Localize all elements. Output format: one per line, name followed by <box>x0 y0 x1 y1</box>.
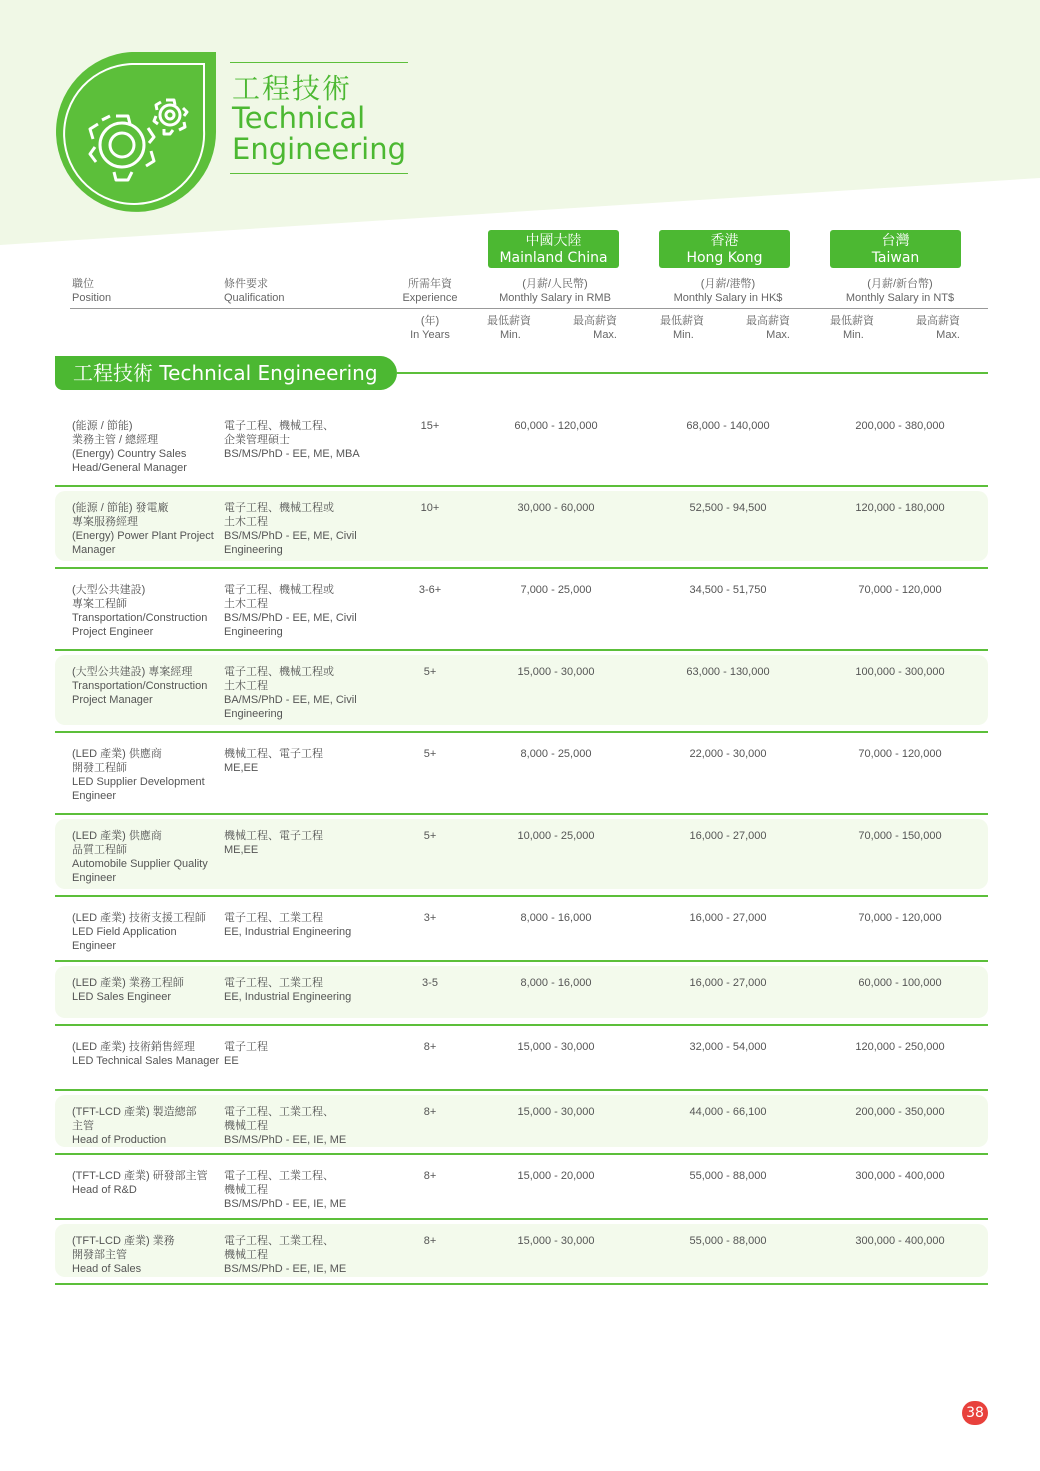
col-header-experience <box>395 277 465 305</box>
tw-min-cn: 最低薪資 <box>830 315 874 327</box>
col-qualification-en: Qualification <box>224 292 285 304</box>
tw-unit-en: Monthly Salary in NT$ <box>845 292 955 304</box>
position-line: (能源 / 節能) <box>72 420 133 432</box>
tw-min-en: Min. <box>843 329 864 341</box>
salary-tw-cell: 120,000 - 180,000 <box>855 502 945 514</box>
position-line: 專案工程師 <box>72 598 127 610</box>
cn-unit-en: Monthly Salary in RMB <box>499 292 611 304</box>
qualification-line: 機械工程 <box>224 1184 268 1196</box>
position-line: Manager <box>72 544 116 556</box>
position-line: (大型公共建設) <box>72 584 146 596</box>
position-cell <box>72 1105 222 1147</box>
qualification-line: Engineering <box>224 626 283 638</box>
salary-cn-cell: 15,000 - 20,000 <box>517 1170 595 1182</box>
qualification-cell <box>224 1040 374 1068</box>
table-row <box>55 1155 988 1220</box>
col-header-hk-unit <box>653 277 803 305</box>
qualification-line: 電子工程、工業工程、 <box>224 1106 334 1118</box>
salary-hk-cell: 16,000 - 27,000 <box>689 830 767 842</box>
table-row <box>55 1220 988 1285</box>
hk-unit-cn: (月薪/港幣) <box>700 278 756 290</box>
qualification-line: Engineering <box>224 544 283 556</box>
experience-cell: 5+ <box>423 666 437 678</box>
table-row <box>55 569 988 651</box>
col-header-cn-unit <box>480 277 630 305</box>
salary-cn-cell: 15,000 - 30,000 <box>517 666 595 678</box>
position-cell <box>72 583 222 639</box>
table-row <box>55 651 988 733</box>
region-tw-name-en: Taiwan <box>871 250 920 266</box>
qualification-cell <box>224 1105 374 1147</box>
position-line: (LED 產業) 供應商 <box>72 748 162 760</box>
position-line: (LED 產業) 技術支援工程師 <box>72 912 206 924</box>
qualification-line: ME,EE <box>224 762 259 774</box>
table-row <box>55 897 988 962</box>
salary-tw-cell: 100,000 - 300,000 <box>855 666 945 678</box>
salary-hk-cell: 63,000 - 130,000 <box>686 666 770 678</box>
salary-hk-cell: 32,000 - 54,000 <box>689 1041 767 1053</box>
cn-max-cn: 最高薪資 <box>573 315 617 327</box>
region-hk-name: 香港 <box>710 233 739 249</box>
qualification-cell <box>224 665 374 721</box>
experience-cell: 3-5 <box>422 977 438 989</box>
page-title-cn: 工程技術 <box>232 72 353 105</box>
hk-min-en: Min. <box>673 329 694 341</box>
salary-cn-cell: 10,000 - 25,000 <box>517 830 595 842</box>
section-divider <box>397 372 988 374</box>
col-header-qualification <box>224 277 285 305</box>
salary-cn-cell: 15,000 - 30,000 <box>517 1106 595 1118</box>
experience-cell: 15+ <box>420 420 440 432</box>
tw-min-header <box>830 314 874 342</box>
position-cell <box>72 829 222 885</box>
qualification-line: 機械工程、電子工程 <box>224 830 323 842</box>
position-line: 開發工程師 <box>72 762 127 774</box>
salary-tw-cell: 70,000 - 120,000 <box>858 584 942 596</box>
col-header-years <box>395 314 465 342</box>
salary-tw-cell: 60,000 - 100,000 <box>858 977 942 989</box>
position-line: 開發部主管 <box>72 1249 127 1261</box>
position-line: (TFT-LCD 產業) 業務 <box>72 1235 175 1247</box>
region-badge-tw <box>830 230 961 268</box>
position-line: Transportation/Construction <box>72 680 208 692</box>
qualification-line: BS/MS/PhD - EE, IE, ME <box>224 1198 347 1210</box>
position-line: LED Field Application Engineer <box>72 926 177 952</box>
page-title-en-line1: Technical <box>232 101 366 135</box>
qualification-cell <box>224 1169 374 1211</box>
salary-hk-cell: 16,000 - 27,000 <box>689 977 767 989</box>
qualification-line: 電子工程、工業工程、 <box>224 1170 334 1182</box>
region-cn-name-en: Mainland China <box>499 250 608 266</box>
position-line: (TFT-LCD 產業) 研發部主管 <box>72 1170 208 1182</box>
hk-max-header <box>746 314 790 342</box>
col-header-tw-unit <box>825 277 975 305</box>
salary-hk-cell: 55,000 - 88,000 <box>689 1235 767 1247</box>
region-badge-hk <box>659 230 790 268</box>
salary-tw-cell: 300,000 - 400,000 <box>855 1235 945 1247</box>
position-line: 專案服務經理 <box>72 516 138 528</box>
header-divider <box>70 308 988 309</box>
cn-min-header <box>487 314 531 342</box>
qualification-line: 機械工程 <box>224 1120 268 1132</box>
col-position-cn: 職位 <box>72 278 94 290</box>
experience-cell: 3-6+ <box>418 584 442 596</box>
qualification-cell <box>224 583 374 639</box>
qualification-line: EE, Industrial Engineering <box>224 926 352 938</box>
page-number: 38 <box>962 1401 988 1425</box>
position-line: (TFT-LCD 產業) 製造總部 <box>72 1106 197 1118</box>
experience-cell: 5+ <box>423 830 437 842</box>
region-tw-name: 台灣 <box>881 233 910 249</box>
position-line: Engineer <box>72 790 117 802</box>
hk-unit-en: Monthly Salary in HK$ <box>673 292 783 304</box>
col-experience-en: Experience <box>402 292 458 304</box>
qualification-line: BS/MS/PhD - EE, IE, ME <box>224 1263 347 1275</box>
qualification-line: 土木工程 <box>224 516 268 528</box>
position-cell <box>72 1169 222 1197</box>
qualification-cell <box>224 747 374 775</box>
table-row <box>55 962 988 1026</box>
experience-cell: 8+ <box>423 1041 437 1053</box>
position-cell <box>72 1040 222 1068</box>
position-line: (LED 產業) 供應商 <box>72 830 162 842</box>
salary-tw-cell: 70,000 - 150,000 <box>858 830 942 842</box>
position-line: Transportation/Construction <box>72 612 208 624</box>
salary-hk-cell: 34,500 - 51,750 <box>689 584 767 596</box>
page-title-en-line2: Engineering <box>232 132 406 166</box>
col-experience-cn: 所需年資 <box>408 278 452 290</box>
qualification-line: 電子工程、機械工程、 <box>224 420 334 432</box>
qualification-cell <box>224 911 374 939</box>
position-cell <box>72 419 222 475</box>
qualification-line: 電子工程 <box>224 1041 268 1053</box>
salary-tw-cell: 120,000 - 250,000 <box>855 1041 945 1053</box>
qualification-line: ME,EE <box>224 844 259 856</box>
position-line: (Energy) Power Plant Project <box>72 530 214 542</box>
position-line: Project Manager <box>72 694 153 706</box>
qualification-cell <box>224 1234 374 1276</box>
position-cell <box>72 911 222 953</box>
cn-max-en: Max. <box>593 329 617 341</box>
position-line: (LED 產業) 業務工程師 <box>72 977 184 989</box>
salary-tw-cell: 300,000 - 400,000 <box>855 1170 945 1182</box>
position-cell <box>72 665 222 707</box>
cn-min-cn: 最低薪資 <box>487 315 531 327</box>
col-years-en: In Years <box>410 329 450 341</box>
experience-cell: 8+ <box>423 1170 437 1182</box>
section-title: 工程技術 Technical Engineering <box>55 356 397 390</box>
qualification-line: 電子工程、機械工程或 <box>224 666 334 678</box>
hk-max-cn: 最高薪資 <box>746 315 790 327</box>
position-cell <box>72 501 222 557</box>
qualification-line: 電子工程、工業工程、 <box>224 1235 334 1247</box>
qualification-line: EE <box>224 1055 239 1067</box>
position-line: Head/General Manager <box>72 462 187 474</box>
hk-min-header <box>660 314 704 342</box>
salary-hk-cell: 44,000 - 66,100 <box>689 1106 767 1118</box>
qualification-line: 電子工程、機械工程或 <box>224 502 334 514</box>
table-row <box>55 815 988 897</box>
qualification-line: 土木工程 <box>224 680 268 692</box>
cn-max-header <box>573 314 617 342</box>
position-line: LED Supplier Development <box>72 776 205 788</box>
salary-cn-cell: 8,000 - 25,000 <box>520 748 592 760</box>
salary-tw-cell: 70,000 - 120,000 <box>858 748 942 760</box>
qualification-line: BS/MS/PhD - EE, ME, Civil <box>224 530 357 542</box>
table-row <box>55 1026 988 1091</box>
position-line: Head of Sales <box>72 1263 142 1275</box>
salary-cn-cell: 60,000 - 120,000 <box>514 420 598 432</box>
qualification-line: 企業管理碩士 <box>224 434 290 446</box>
region-hk-name-en: Hong Kong <box>686 250 763 266</box>
hk-min-cn: 最低薪資 <box>660 315 704 327</box>
experience-cell: 10+ <box>420 502 440 514</box>
position-line: LED Technical Sales Manager <box>72 1055 220 1067</box>
salary-cn-cell: 7,000 - 25,000 <box>520 584 592 596</box>
position-line: 業務主管 / 總經理 <box>72 434 159 446</box>
position-line: Project Engineer <box>72 626 154 638</box>
position-line: 主管 <box>72 1120 94 1132</box>
experience-cell: 8+ <box>423 1106 437 1118</box>
salary-hk-cell: 68,000 - 140,000 <box>686 420 770 432</box>
hk-max-en: Max. <box>766 329 790 341</box>
table-row <box>55 487 988 569</box>
qualification-line: 機械工程 <box>224 1249 268 1261</box>
position-cell <box>72 747 222 803</box>
tw-max-header <box>916 314 960 342</box>
position-cell <box>72 1234 222 1276</box>
col-header-position <box>72 277 111 305</box>
region-cn-name: 中國大陸 <box>525 233 582 249</box>
salary-hk-cell: 55,000 - 88,000 <box>689 1170 767 1182</box>
salary-hk-cell: 16,000 - 27,000 <box>689 912 767 924</box>
qualification-line: 電子工程、工業工程 <box>224 977 323 989</box>
salary-cn-cell: 30,000 - 60,000 <box>517 502 595 514</box>
position-line: LED Sales Engineer <box>72 991 172 1003</box>
salary-cn-cell: 15,000 - 30,000 <box>517 1041 595 1053</box>
qualification-line: BA/MS/PhD - EE, ME, Civil <box>224 694 357 706</box>
tw-unit-cn: (月薪/新台幣) <box>867 278 933 290</box>
page-title-en <box>232 103 406 165</box>
region-badge-cn <box>488 230 619 268</box>
position-line: (Energy) Country Sales <box>72 448 187 460</box>
salary-tw-cell: 70,000 - 120,000 <box>858 912 942 924</box>
position-line: (能源 / 節能) 發電廠 <box>72 502 169 514</box>
salary-tw-cell: 200,000 - 380,000 <box>855 420 945 432</box>
qualification-line: BS/MS/PhD - EE, ME, MBA <box>224 448 360 460</box>
position-line: (大型公共建設) 專案經理 <box>72 666 193 678</box>
salary-cn-cell: 8,000 - 16,000 <box>520 977 592 989</box>
qualification-line: 電子工程、工業工程 <box>224 912 323 924</box>
col-years-cn: (年) <box>420 315 440 327</box>
title-block <box>230 62 408 174</box>
salary-cn-cell: 8,000 - 16,000 <box>520 912 592 924</box>
experience-cell: 8+ <box>423 1235 437 1247</box>
salary-hk-cell: 52,500 - 94,500 <box>689 502 767 514</box>
experience-cell: 5+ <box>423 748 437 760</box>
col-position-en: Position <box>72 292 112 304</box>
table-row <box>55 1091 988 1155</box>
qualification-cell <box>224 501 374 557</box>
position-line: Engineer <box>72 872 117 884</box>
cn-unit-cn: (月薪/人民幣) <box>522 278 588 290</box>
col-qualification-cn: 條件要求 <box>224 278 268 290</box>
table-row <box>55 405 988 487</box>
tw-max-en: Max. <box>936 329 960 341</box>
position-line: Head of Production <box>72 1134 167 1146</box>
qualification-line: 機械工程、電子工程 <box>224 748 323 760</box>
qualification-line: 電子工程、機械工程或 <box>224 584 334 596</box>
qualification-line: 土木工程 <box>224 598 268 610</box>
position-line: Head of R&D <box>72 1184 137 1196</box>
qualification-line: Engineering <box>224 708 283 720</box>
table-row <box>55 733 988 815</box>
gears-logo-icon <box>52 50 218 212</box>
qualification-line: BS/MS/PhD - EE, ME, Civil <box>224 612 357 624</box>
position-cell <box>72 976 222 1004</box>
tw-max-cn: 最高薪資 <box>916 315 960 327</box>
position-line: 品質工程師 <box>72 844 127 856</box>
experience-cell: 3+ <box>423 912 437 924</box>
cn-min-en: Min. <box>500 329 521 341</box>
qualification-cell <box>224 419 374 461</box>
qualification-line: EE, Industrial Engineering <box>224 991 352 1003</box>
qualification-line: BS/MS/PhD - EE, IE, ME <box>224 1134 347 1146</box>
position-line: (LED 產業) 技術銷售經理 <box>72 1041 195 1053</box>
salary-hk-cell: 22,000 - 30,000 <box>689 748 767 760</box>
qualification-cell <box>224 829 374 857</box>
qualification-cell <box>224 976 374 1004</box>
salary-tw-cell: 200,000 - 350,000 <box>855 1106 945 1118</box>
position-line: Automobile Supplier Quality <box>72 858 208 870</box>
salary-cn-cell: 15,000 - 30,000 <box>517 1235 595 1247</box>
